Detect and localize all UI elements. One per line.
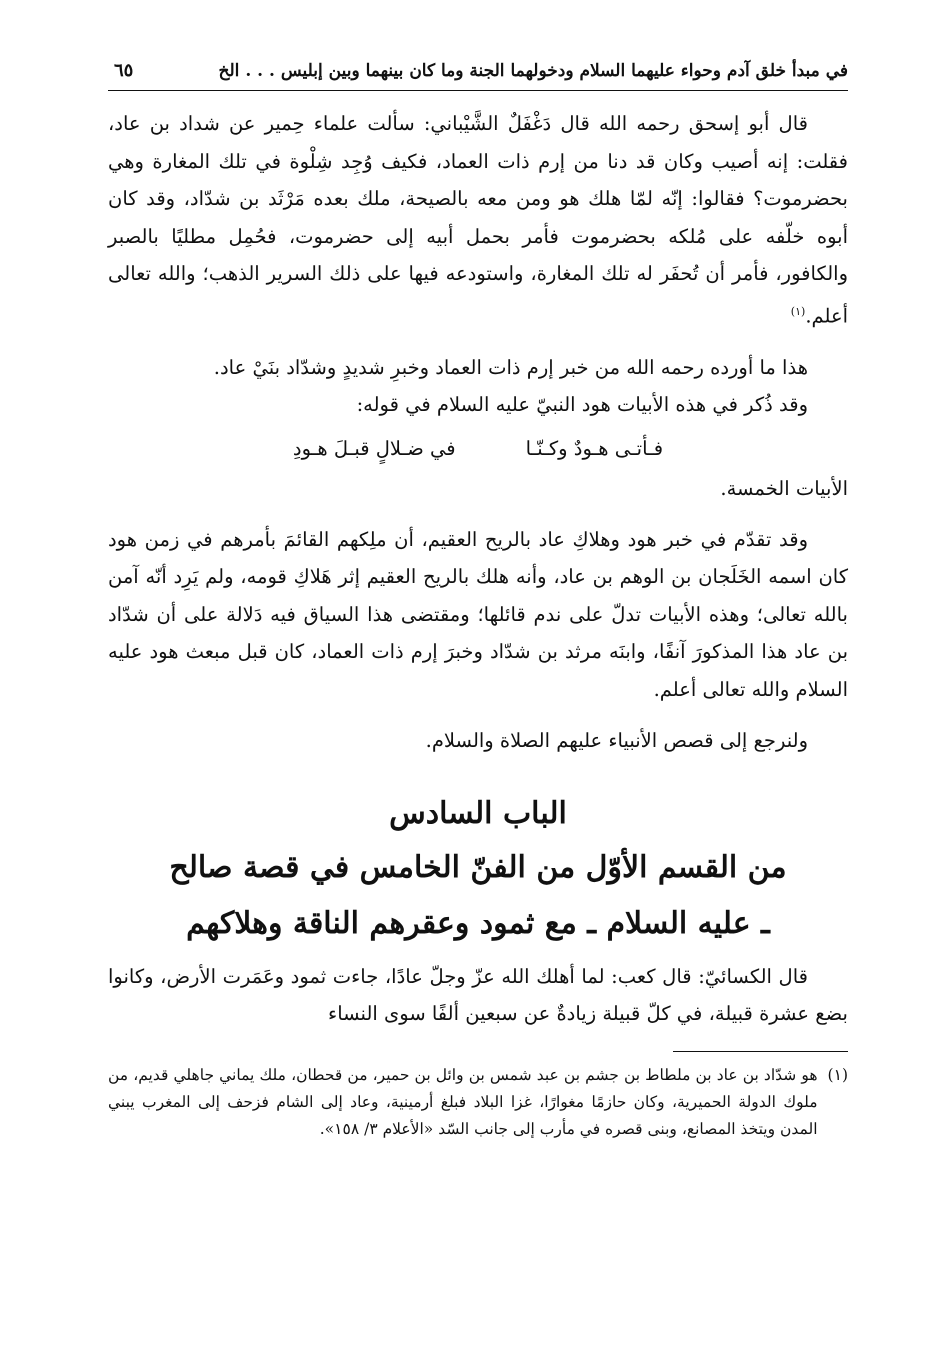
paragraph-summary: هذا ما أورده رحمه الله من خبر إرم ذات العماد وخبرِ شديدٍ وشدّاد بنَيْ عاد. bbox=[213, 355, 808, 379]
footnote-mark: (١) bbox=[827, 1065, 848, 1084]
chapter-heading bbox=[108, 788, 848, 952]
footnote-divider bbox=[673, 1051, 848, 1052]
verse-second-hemistich: في ضـلالٍ قبـلَ هـودِ bbox=[292, 436, 456, 460]
paragraph-verse-intro: وقد ذُكر في هذه الأبيات هود النبيّ عليه السلام في قوله: bbox=[356, 393, 808, 416]
page-number: ٦٥ bbox=[114, 60, 134, 81]
poem-verse bbox=[108, 428, 848, 470]
paragraph-dughfal bbox=[108, 105, 848, 335]
paragraph-kisai: قال الكسائيّ: قال كعب: لما أهلك الله عزّ وجلّ عادًا، جاءت ثمود وعَمَرت الأرض، وكانوا بضع عشرة قبيلة، في كلّ قبيلة زيادةٌ عن سبعين ألفًا سوى النساء bbox=[108, 964, 848, 1025]
verse-note: الأبيات الخمسة. bbox=[720, 476, 848, 500]
footnote-text: هو شدّاد بن عاد بن ملطاط بن جشم بن عبد شمس بن وائل بن حمير، من قحطان، ملك يماني جاهلي قديم، من ملوك الدولة الحميرية، وكان حازمًا مغوارًا، غزا البلاد فبلغ أرمينية، وعاد إلى الشام فزحف إلى المغرب يبني المدن ويتخذ المصانع، وبنى قصره في مأرب إلى جانب السّد «الأعلام ٣/ ١٥٨». bbox=[108, 1065, 818, 1138]
running-header bbox=[108, 58, 848, 91]
footnote-reference: (١) bbox=[790, 304, 806, 318]
chapter-subtitle-line-2: ـ عليه السلام ـ مع ثمود وعقرهم الناقة وهلاكهم bbox=[186, 905, 770, 941]
header-title: في مبدأ خلق آدم وحواء عليهما السلام ودخولهما الجنة وما كان بينهما وبين إبليس . . . الخ bbox=[218, 61, 848, 81]
main-text bbox=[108, 105, 848, 760]
chapter-title: الباب السادس bbox=[389, 795, 567, 831]
paragraph-hud: وقد تقدّم في خبر هود وهلاكِ عاد بالريح العقيم، أن ملِكهم القائمَ بأمرهم في زمن هود كان اسمه الخَلَجان بن الوهم بن عاد، وأنه هلك بالريح العقيم إثر هَلاكِ قومه، ولم يَرِد أنّه آمن بالله تعالى؛ وهذه الأبيات تدلّ على ندم قائلها؛ ومقتضى هذا السياق فيه دَلالة على أن شدّاد بن عاد هذا المذكورَ آنفًا، وابنَه مرثد بن شدّاد وخبرَ إرم ذات العماد، كان قبل مبعث هود عليه السلام والله تعالى أعلم. bbox=[108, 527, 849, 701]
footnote bbox=[108, 1062, 848, 1143]
paragraph-return: ولنرجع إلى قصص الأنبياء عليهم الصلاة والسلام. bbox=[425, 729, 808, 752]
chapter-subtitle-line-1: من القسم الأوّل من الفنّ الخامس في قصة صالح bbox=[169, 849, 787, 885]
paragraph-dughfal-text: قال أبو إسحق رحمه الله قال دَغْفَلٌ الشَّيْباني: سألت علماء حِمير عن شداد بن عاد، فقلت: إنه أصيب وكان قد دنا من إرم ذات العماد، فكيف وُجِد شِلْوة في تلك المغارة وهي بحضرموت؟ فقالوا: إنّه لمّا هلك هو ومن معه بالصيحة، ملك بعده مَرْثَد بن شدّاد، وقد كان أبوه خلّفه على مُلكه بحضرموت فأمر بحمل أبيه إلى حضرموت، فحُمِل مطليًا بالصبر والكافور، فأمر أن تُحفَر له تلك المغارة، واستودعه فيها على ذلك السرير الذهب؛ والله تعالى أعلم. bbox=[108, 112, 848, 327]
document-page bbox=[108, 58, 848, 1143]
verse-first-hemistich: فـأتـى هـودٌ وكـنّـا bbox=[525, 436, 664, 460]
